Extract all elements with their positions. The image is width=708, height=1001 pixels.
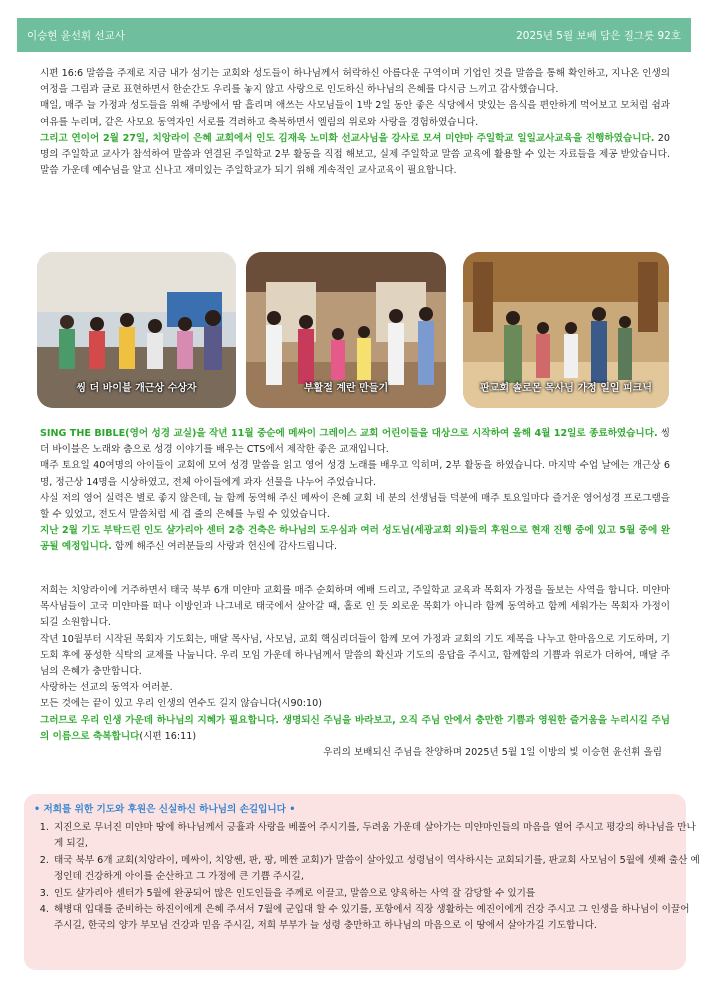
photo-caption: 부활절 계란 만들기 <box>303 383 389 394</box>
section-paragraph <box>40 713 670 745</box>
prayer-item: 4. 해병대 입대를 준비하는 하진이에게 은혜 주셔서 7월에 군입대 할 수 있기를, 포항에서 직장 생활하는 예진이에게 건강 주시고 그 인생을 하나님이 이끌어 주시길, 한국의 양가 부모님 건강과 믿음 주시길, 저희 부부가 늘 성령 충만하고 하나님의 마음으로 이 땅에서 살아가길 기도합니다. <box>52 902 700 935</box>
highlight-text: 그러므로 우리 인생 가운데 하나님의 지혜가 필요합니다. 생명되신 주님을 바라보고, 오직 주님 안에서 충만한 기쁨과 영원한 즐거움을 누리시길 주님의 이름으로 축복합니다 <box>40 714 670 742</box>
body-text: 함께 해주신 여러분들의 사랑과 헌신에 감사드립니다. <box>111 541 338 553</box>
prayer-item: 1. 지진으로 무너진 미얀마 땅에 하나님께서 긍휼과 사랑을 베풀어 주시기를, 두려움 가운데 살아가는 미얀마인들의 마음을 열어 주시고 평강의 하나님을 만나게 되길, <box>52 820 700 853</box>
photo-caption: 씽 더 바이블 개근상 수상자 <box>76 383 197 394</box>
intro-paragraph <box>40 131 670 180</box>
body-text: (시편 16:11) <box>139 730 197 742</box>
body-text: 20명의 주일학교 교사가 참석하여 말씀과 연결된 주일학교 2부 활동을 직접 해보고, 실제 주일학교 말씀 교육에 활용할 수 있는 자료들을 제공 받았습니다. 말씀 가운데 예수님을 알고 신나고 재미있는 주일학교가 되기 위해 계속적인 교사교육이 필요합니다. <box>40 132 670 177</box>
intro-section <box>40 66 670 179</box>
photo-easter-eggs <box>246 252 446 408</box>
section-paragraph <box>40 523 670 555</box>
section-paragraph: 매주 토요일 40여명의 아이들이 교회에 모여 성경 말씀을 읽고 영어 성경 노래를 배우고 익히며, 2부 활동을 하였습니다. 마지막 수업 날에는 개근상 6명, 정근상 14명을 시상하였고, 전체 아이들에게 과자 선물을 나누어 주었습니다. <box>40 460 670 488</box>
missionary-names: 이승현 윤선휘 선교사 <box>27 30 125 42</box>
newsletter-header <box>17 18 691 52</box>
prayer-item: 2. 태국 북부 6개 교회(치앙라이, 메싸이, 치앙쎈, 판, 팡, 메짠 교회)가 말씀이 살아있고 성령님이 역사하시는 교회되기를, 판교회 사모님이 5월에 셋째 출산 예정인데 건강하게 아이를 순산하고 그 가정에 큰 기쁨 주시길, <box>52 853 700 886</box>
section-paragraph: 모든 것에는 끝이 있고 우리 인생의 연수도 길지 않습니다(시90:10) <box>40 698 322 710</box>
intro-paragraph: 매일, 매주 늘 가정과 성도들을 위해 주방에서 땀 흘리며 애쓰는 사모님들이 1박 2일 동안 좋은 식당에서 맛있는 음식을 편안하게 먹어보고 모처럼 쉼과 여유를 누리며, 같은 사모요 동역자인 서로를 격려하고 축복하면서 엘림의 위로와 사랑을 경험하였습니다. <box>40 100 670 128</box>
photo-caption: 판교회 솔로몬 목사님 가정 일일 피크닉 <box>480 383 652 394</box>
photo-row <box>37 252 669 408</box>
signature: 우리의 보배되신 주님을 찬양하며 2025년 5월 1일 이방의 빛 이승현 윤선휘 올림 <box>323 747 662 759</box>
prayer-requests-box <box>24 794 700 970</box>
sing-the-bible-section <box>40 426 670 556</box>
section-paragraph <box>40 426 670 458</box>
body-text: 씽 더 바이블은 노래와 춤으로 성경 이야기를 배우는 CTS에서 제작한 좋은 교재입니다. <box>40 428 670 456</box>
intro-paragraph: 시편 16:6 말씀을 주제로 지금 내가 섬기는 교회와 성도들이 하나님께서 허락하신 아름다운 구역이며 기업인 것을 말씀을 통해 확인하고, 지나온 인생의 여정을 그림과 글로 표현하면서 한순간도 우리를 놓지 않고 사랑으로 인도하신 하나님의 은혜를 다시금 느끼고 감사했습니다. <box>40 68 670 96</box>
prayer-item: 3. 인도 샬가리아 센터가 5월에 완공되어 많은 인도인들을 주께로 이끌고, 말씀으로 양육하는 사역 잘 감당할 수 있기를 <box>52 886 700 902</box>
section-paragraph: 사실 저의 영어 실력은 별로 좋지 않은데, 늘 함께 동역해 주신 메싸이 은혜 교회 네 분의 선생님들 덕분에 매주 토요일마다 즐거운 영어성경 프로그램을 할 수 있었고, 전도서 말씀처럼 세 겹 줄의 은혜를 누릴 수 있었습니다. <box>40 492 670 521</box>
prayer-list <box>24 820 700 935</box>
prayer-title: • 저희를 위한 기도와 후원은 신실하신 하나님의 손길입니다 • <box>34 804 296 815</box>
highlight-text: 지난 2월 기도 부탁드린 인도 샬가리아 센터 2층 건축은 하나님의 도우심과 여러 성도님(세광교회 외)들의 후원으로 현재 진행 중에 있고 5월 중에 완공될 예정입니다. <box>40 525 670 553</box>
issue-title: 2025년 5월 보배 담은 질그릇 92호 <box>516 30 681 42</box>
section-paragraph: 저희는 치앙라이에 거주하면서 태국 북부 6개 미얀마 교회를 매주 순회하며 예배 드리고, 주일학교 교육과 목회자 가정을 돌보는 사역을 합니다. 미얀마 목사님들이 고국 미얀마를 떠나 이방인과 나그네로 태국에서 살아갈 때, 홀로 인 듯 외로운 목회가 아니라 함께 동역하고 함께 세워가는 목회자 가정이 되길 소원합니다. <box>40 585 670 629</box>
highlight-text: 그리고 연이어 2월 27일, 치앙라이 은혜 교회에서 인도 김재욱 노미화 선교사님을 강사로 모셔 미얀마 주일학교 일일교사교육을 진행하였습니다. <box>40 132 655 144</box>
section-paragraph: 사랑하는 선교의 동역자 여러분. <box>40 682 173 694</box>
ministry-section <box>40 583 670 761</box>
section-paragraph: 작년 10월부터 시작된 목회자 기도회는, 매달 목사님, 사모님, 교회 핵심리더들이 함께 모여 가정과 교회의 기도 제목을 나누고 한마음으로 기도하며, 기도회 후에 풍성한 식탁의 교제를 나눕니다. 우리 모임 가운데 하나님께서 말씀의 확신과 기도의 응답을 주시고, 함께함의 기쁨과 위로가 더하여, 매달 주님의 은혜가 충만합니다. <box>40 633 670 678</box>
photo-picnic <box>463 252 669 408</box>
highlight-text: SING THE BIBLE(영어 성경 교실)을 작년 11월 중순에 메싸이 그레이스 교회 어린이들을 대상으로 시작하여 올해 4월 12일로 종료하였습니다. <box>40 428 658 439</box>
photo-award-winners <box>37 252 236 408</box>
